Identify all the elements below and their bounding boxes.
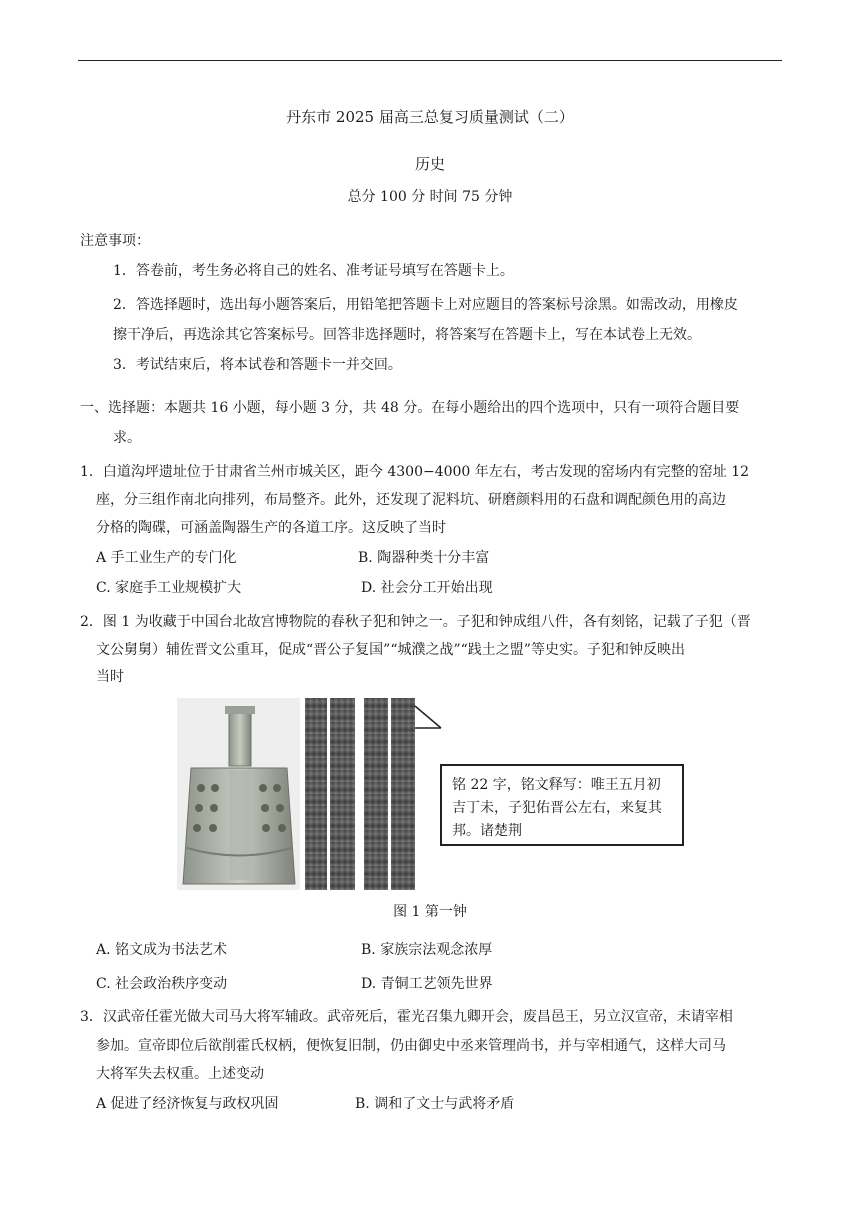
notice-item-2-cont: 擦干净后，再选涂其它答案标号。回答非选择题时，将答案写在答题卡上，写在本试卷上无效。 [113, 327, 701, 343]
question-1-line-3: 分格的陶碟，可涵盖陶器生产的各道工序。这反映了当时 [96, 520, 446, 536]
question-1-option-b: B. 陶器种类十分丰富 [358, 550, 490, 566]
question-2-option-c: C. 社会政治秩序变动 [96, 976, 228, 992]
question-2-option-a: A. 铭文成为书法艺术 [96, 942, 228, 958]
question-1-option-c: C. 家庭手工业规模扩大 [96, 580, 242, 596]
question-3-line-2: 参加。宣帝即位后欲削霍氏权柄，便恢复旧制，仍由御史中丞来管理尚书，并与宰相通气，这样大司马 [96, 1038, 726, 1054]
question-3-line-3: 大将军失去权重。上述变动 [96, 1066, 264, 1082]
question-3-option-b: B. 调和了文士与武将矛盾 [355, 1096, 515, 1112]
notice-item-2: 2．答选择题时，选出每小题答案后，用铅笔把答题卡上对应题目的答案标号涂黑。如需改动，用橡皮 [113, 297, 738, 313]
exam-title: 丹东市 2025 届高三总复习质量测试（二） [286, 108, 574, 126]
notice-heading: 注意事项： [80, 233, 150, 249]
section-1-heading: 一、选择题：本题共 16 小题，每小题 3 分，共 48 分。在每小题给出的四个选项中，只有一项符合题目要 [80, 400, 740, 416]
question-3-option-a: A 促进了经济恢复与政权巩固 [96, 1096, 279, 1112]
question-2-option-d: D. 青铜工艺领先世界 [361, 976, 493, 992]
top-rule [78, 60, 782, 61]
question-3-line-1: 3．汉武帝任霍光做大司马大将军辅政。武帝死后，霍光召集九卿开会，废昌邑王，另立汉宣帝，未请宰相 [80, 1009, 733, 1025]
bell-figure [177, 698, 687, 890]
inscription-callout: 铭 22 字，铭文释写：唯王五月初吉丁未，子犯佑晋公左右，来复其邦。诸楚荆 [440, 764, 684, 846]
question-2-option-b: B. 家族宗法观念浓厚 [361, 942, 493, 958]
subject-title: 历史 [414, 155, 445, 173]
section-1-heading-cont: 求。 [113, 430, 141, 446]
figure-1-caption: 图 1 第一钟 [393, 904, 467, 920]
question-2-line-1: 2．图 1 为收藏于中国台北故宫博物院的春秋子犯和钟之一。子犯和钟成组八件，各有刻铭，记载了子犯（晋 [80, 614, 751, 630]
score-time: 总分 100 分 时间 75 分钟 [347, 189, 513, 205]
notice-item-3: 3．考试结束后，将本试卷和答题卡一并交回。 [113, 357, 402, 373]
notice-item-1: 1．答卷前，考生务必将自己的姓名、准考证号填写在答题卡上。 [113, 263, 514, 279]
question-2-line-2: 文公舅舅）辅佐晋文公重耳，促成“晋公子复国”“城濮之战”“践土之盟”等史实。子犯和钟反映出 [96, 642, 685, 658]
question-1-option-a: A 手工业生产的专门化 [96, 550, 237, 566]
question-1-line-1: 1．白道沟坪遗址位于甘肃省兰州市城关区，距今 4300−4000 年左右，考古发现的窑场内有完整的窑址 12 [80, 464, 750, 480]
question-1-option-d: D. 社会分工开始出现 [361, 580, 493, 596]
question-1-line-2: 座，分三组作南北向排列，布局整齐。此外，还发现了泥料坑、研磨颜料用的石盘和调配颜色用的高边 [96, 492, 726, 508]
question-2-line-3: 当时 [96, 669, 124, 685]
